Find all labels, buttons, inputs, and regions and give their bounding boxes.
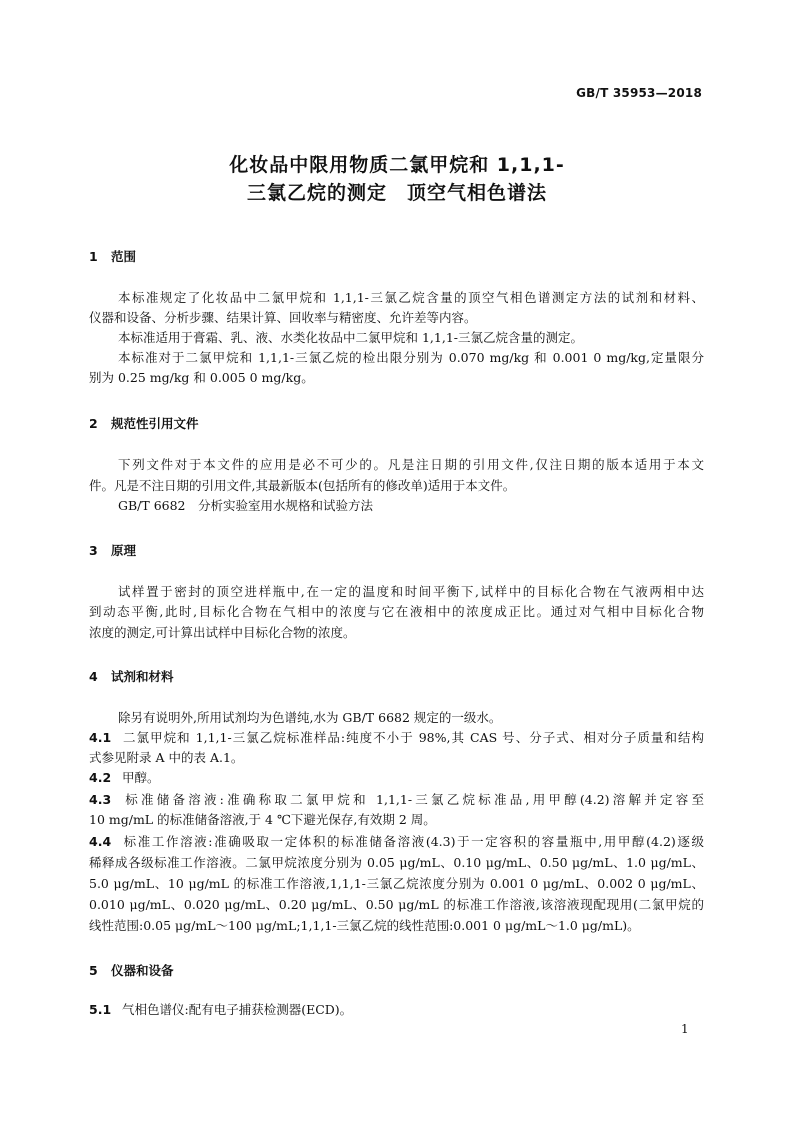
section-number: 3: [89, 543, 98, 558]
paragraph-line: 件。凡是不注日期的引用文件,其最新版本(包括所有的修改单)适用于本文件。: [89, 478, 516, 493]
document-title-line2: 三氯乙烷的测定 顶空气相色谱法: [246, 182, 547, 204]
clause-number: 5.1: [89, 1002, 112, 1017]
section-title: 仪器和设备: [111, 963, 174, 978]
paragraph-line: 本标准适用于膏霜、乳、液、水类化妆品中二氯甲烷和 1,1,1-三氯乙烷含量的测定。: [118, 330, 584, 345]
section-number: 5: [89, 963, 98, 978]
section-number: 2: [89, 416, 98, 431]
paragraph-line: 仪器和设备、分析步骤、结果计算、回收率与精密度、允许差等内容。: [89, 310, 477, 325]
paragraph-line: 试样置于密封的顶空进样瓶中,在一定的温度和时间平衡下,试样中的目标化合物在气液两相中达: [118, 584, 704, 599]
clause-4-2: [89, 770, 704, 786]
paragraph-line: 本标准对于二氯甲烷和 1,1,1-三氯乙烷的检出限分别为 0.070 mg/kg 和 0.001 0 mg/kg,定量限分: [118, 350, 704, 365]
section-number: 1: [89, 249, 98, 264]
paragraph-line: 浓度的测定,可计算出试样中目标化合物的浓度。: [89, 625, 356, 640]
clause-text: 标准储备溶液:准确称取二氯甲烷和 1,1,1-三氯乙烷标准品,用甲醇(4.2)溶解并定容至: [122, 792, 704, 807]
paragraph-line: 线性范围:0.05 μg/mL～100 μg/mL;1,1,1-三氯乙烷的线性范围:0.001 0 μg/mL～1.0 μg/mL)。: [89, 918, 640, 933]
clause-number: 4.3: [89, 792, 112, 807]
section-heading-apparatus: [89, 961, 174, 979]
page-number: 1: [681, 1022, 689, 1036]
paragraph-line: 本标准规定了化妆品中二氯甲烷和 1,1,1-三氯乙烷含量的顶空气相色谱测定方法的试剂和材料、: [118, 290, 704, 305]
section-title: 规范性引用文件: [111, 416, 199, 431]
section-title: 试剂和材料: [111, 669, 174, 684]
section-heading-reagents: [89, 667, 174, 685]
paragraph-line: 别为 0.25 mg/kg 和 0.005 0 mg/kg。: [89, 370, 314, 385]
paragraph-line: 10 mg/mL 的标准储备溶液,于 4 ℃下避光保存,有效期 2 周。: [89, 812, 436, 827]
section-title: 范围: [111, 249, 137, 264]
reference-entry: GB/T 6682 分析实验室用水规格和试验方法: [118, 498, 374, 513]
section-heading-scope: [89, 247, 136, 265]
standard-number: GB/T 35953—2018: [576, 86, 702, 100]
clause-text: 二氯甲烷和 1,1,1-三氯乙烷标准样品:纯度不小于 98%,其 CAS 号、分子式、相对分子质量和结构: [122, 730, 704, 745]
section-heading-principle: [89, 541, 136, 559]
clause-4-3: [89, 792, 704, 808]
section-heading-normative-references: [89, 414, 199, 432]
clause-number: 4.4: [89, 834, 112, 849]
paragraph-line: 5.0 μg/mL、10 μg/mL 的标准工作溶液,1,1,1-三氯乙烷浓度分别为 0.001 0 μg/mL、0.002 0 μg/mL、: [89, 876, 704, 891]
clause-text: 标准工作溶液:准确吸取一定体积的标准储备溶液(4.3)于一定容积的容量瓶中,用甲醇(4.2)逐级: [122, 834, 704, 849]
clause-text: 气相色谱仪:配有电子捕获检测器(ECD)。: [122, 1002, 353, 1017]
clause-5-1: [89, 1002, 704, 1018]
paragraph-line: 下列文件对于本文件的应用是必不可少的。凡是注日期的引用文件,仅注日期的版本适用于本文: [118, 457, 704, 472]
clause-4-1: [89, 730, 704, 746]
paragraph-line: 式参见附录 A 中的表 A.1。: [89, 750, 244, 765]
paragraph-line: 除另有说明外,所用试剂均为色谱纯,水为 GB/T 6682 规定的一级水。: [118, 710, 502, 725]
clause-number: 4.1: [89, 730, 112, 745]
paragraph-line: 0.010 μg/mL、0.020 μg/mL、0.20 μg/mL、0.50 μg/mL 的标准工作溶液,该溶液现配现用(二氯甲烷的: [89, 897, 704, 912]
clause-number: 4.2: [89, 770, 112, 785]
document-title-line1: 化妆品中限用物质二氯甲烷和 1,1,1-: [229, 154, 565, 176]
clause-text: 甲醇。: [122, 770, 160, 785]
section-number: 4: [89, 669, 98, 684]
paragraph-line: 到动态平衡,此时,目标化合物在气相中的浓度与它在液相中的浓度成正比。通过对气相中目标化合物: [89, 604, 704, 619]
section-title: 原理: [111, 543, 137, 558]
clause-4-4: [89, 834, 704, 850]
paragraph-line: 稀释成各级标准工作溶液。二氯甲烷浓度分别为 0.05 μg/mL、0.10 μg/mL、0.50 μg/mL、1.0 μg/mL、: [89, 855, 704, 870]
